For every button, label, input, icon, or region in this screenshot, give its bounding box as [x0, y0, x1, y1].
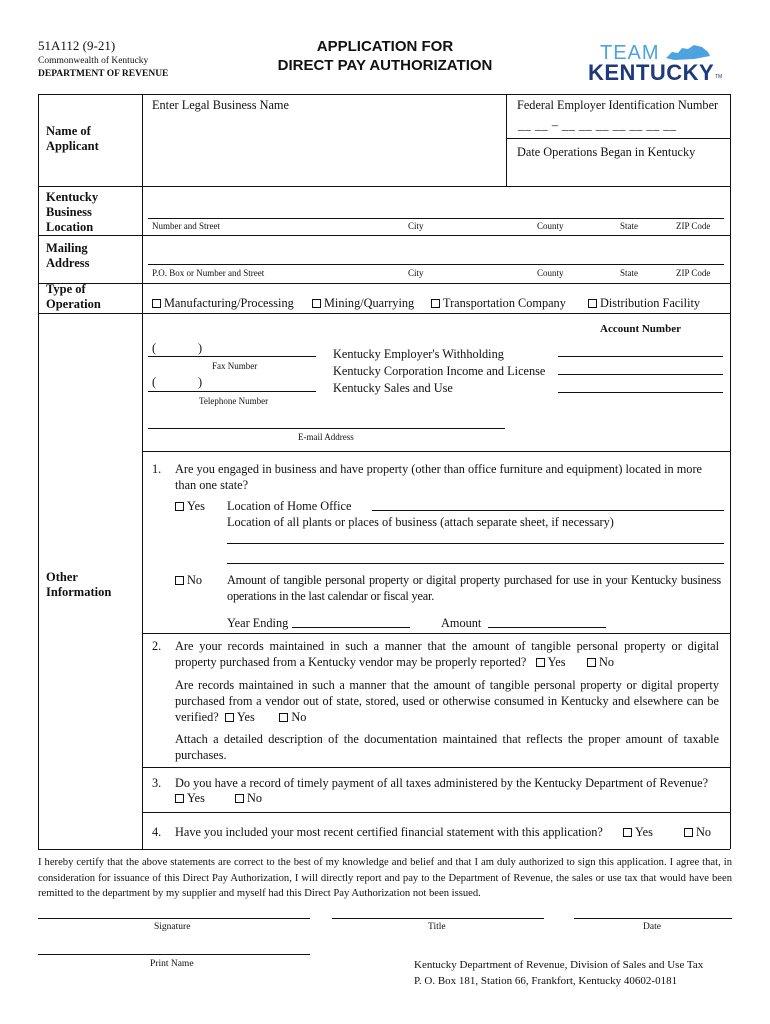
- fax-paren-open: (: [152, 341, 157, 355]
- checkbox[interactable]: [588, 299, 597, 308]
- print-name-label: Print Name: [150, 959, 194, 969]
- op-manufacturing-option[interactable]: Manufacturing/Processing: [152, 295, 294, 311]
- checkbox[interactable]: [623, 828, 632, 837]
- op-mining-option[interactable]: Mining/Quarrying: [312, 295, 414, 311]
- location-street-label: Number and Street: [152, 221, 220, 231]
- commonwealth-label: Commonwealth of Kentucky: [38, 56, 149, 66]
- email-label: E-mail Address: [298, 432, 354, 442]
- fax-number-label: Fax Number: [212, 361, 258, 371]
- mailing-street-label: P.O. Box or Number and Street: [152, 268, 265, 278]
- checkbox[interactable]: [279, 713, 288, 722]
- date-operations-label: Date Operations Began in Kentucky: [517, 145, 696, 159]
- name-of-applicant-label: Name of Applicant: [46, 124, 99, 153]
- address-line-1: Kentucky Department of Revenue, Division of Sales and Use Tax: [414, 959, 704, 971]
- signature-input[interactable]: [38, 900, 310, 918]
- other-information-label: Other Information: [46, 570, 112, 599]
- q1-amount-text: Amount of tangible personal property or digital property purchased for use in your Kentucky business operations in the last calendar or fiscal year.: [227, 573, 721, 603]
- fax-paren-close: ): [198, 341, 203, 355]
- year-ending-input[interactable]: [292, 612, 410, 627]
- q1-yes-option[interactable]: Yes: [175, 498, 205, 514]
- certification-text: I hereby certify that the above statements are correct to the best of my knowledge and belief and that I am duly authorized to sign this application. I agree that, in consideration for issuance of this Direct Pay Authorization, I will directly report and pay to the Department of Revenue, the sales or use tax that would have been remitted to the department by my supplier and myself had this Direct Pay Authorization not been issued.: [38, 857, 732, 899]
- checkbox[interactable]: [175, 794, 184, 803]
- corporation-label: Kentucky Corporation Income and License: [333, 364, 546, 378]
- q2b-text: Are records maintained in such a manner that the amount of tangible personal property or digital property purchased from a vendor out of state, stored, used or otherwise consumed in Kentucky and elsewhere can be verified?: [175, 678, 719, 724]
- form-number: 51A112 (9-21): [38, 38, 116, 53]
- email-input[interactable]: [148, 410, 505, 428]
- department-label: DEPARTMENT OF REVENUE: [38, 69, 169, 79]
- title-input[interactable]: [332, 900, 544, 918]
- q2c-text: Attach a detailed description of the documentation maintained that reflects the proper amount of taxable purchases.: [175, 732, 719, 762]
- telephone-input[interactable]: [148, 373, 316, 391]
- q2b-no-option[interactable]: No: [279, 710, 306, 724]
- corporation-account-input[interactable]: [558, 358, 723, 374]
- business-name-input[interactable]: [143, 114, 505, 185]
- business-location-input[interactable]: [148, 196, 724, 218]
- q2b-question: [175, 677, 719, 725]
- q1-text: Are you engaged in business and have property (other than office furniture and equipment) located in more than one state?: [175, 462, 702, 492]
- print-name-input[interactable]: [38, 936, 310, 954]
- sales-use-account-input[interactable]: [558, 376, 723, 392]
- type-of-operation-label: Type of Operation: [46, 282, 101, 311]
- q2-text: Are your records maintained in such a manner that the amount of tangible personal property or digital property purchased from a Kentucky vendor may be properly reported?: [175, 639, 719, 669]
- checkbox[interactable]: [536, 658, 545, 667]
- plants-label: Location of all plants or places of business (attach separate sheet, if necessary): [227, 515, 614, 529]
- q1-number: 1.: [152, 462, 162, 476]
- location-city-label: City: [408, 221, 424, 231]
- address-line-2: P. O. Box 181, Station 66, Frankfort, Kentucky 40602-0181: [414, 975, 678, 987]
- logo-team-text: TEAM: [600, 42, 660, 64]
- mailing-zip-label: ZIP Code: [676, 268, 711, 278]
- fein-label: Federal Employer Identification Number: [517, 98, 719, 112]
- checkbox[interactable]: [175, 502, 184, 511]
- page-title: [250, 37, 520, 75]
- mailing-address-label: Mailing Address: [46, 241, 90, 270]
- op-transportation-option[interactable]: Transportation Company: [431, 295, 566, 311]
- checkbox[interactable]: [235, 794, 244, 803]
- date-label: Date: [643, 922, 661, 932]
- mailing-state-label: State: [620, 268, 638, 278]
- team-kentucky-logo: [588, 42, 728, 86]
- mailing-county-label: County: [537, 268, 564, 278]
- location-zip-label: ZIP Code: [676, 221, 711, 231]
- logo-kentucky-text: KENTUCKY: [588, 60, 715, 85]
- phone-paren-open: (: [152, 375, 157, 389]
- location-state-label: State: [620, 221, 638, 231]
- business-name-label: Enter Legal Business Name: [152, 98, 289, 112]
- phone-paren-close: ): [198, 375, 203, 389]
- amount-label: Amount: [441, 616, 482, 630]
- q4-no-option[interactable]: No: [684, 824, 711, 840]
- q3-no-option[interactable]: No: [235, 790, 262, 806]
- sales-use-label: Kentucky Sales and Use: [333, 381, 453, 395]
- q2-question: [175, 638, 719, 670]
- q4-yes-option[interactable]: Yes: [623, 824, 653, 840]
- checkbox[interactable]: [312, 299, 321, 308]
- q3-yes-option[interactable]: Yes: [175, 790, 205, 806]
- op-distribution-option[interactable]: Distribution Facility: [588, 295, 700, 311]
- logo-tm: TM: [715, 74, 723, 80]
- plants-input[interactable]: [227, 530, 724, 563]
- account-number-label: Account Number: [600, 323, 681, 335]
- q2b-yes-option[interactable]: Yes: [225, 710, 255, 724]
- home-office-label: Location of Home Office: [227, 499, 352, 513]
- q4-number: 4.: [152, 825, 162, 839]
- mailing-city-label: City: [408, 268, 424, 278]
- fax-number-input[interactable]: [148, 338, 316, 356]
- location-county-label: County: [537, 221, 564, 231]
- checkbox[interactable]: [152, 299, 161, 308]
- title-label: Title: [428, 922, 446, 932]
- q3-text: Do you have a record of timely payment of all taxes administered by the Kentucky Department of Revenue?: [175, 776, 709, 790]
- q2-number: 2.: [152, 639, 162, 653]
- checkbox[interactable]: [225, 713, 234, 722]
- business-location-label: Kentucky Business Location: [46, 190, 99, 234]
- title-line-2: DIRECT PAY AUTHORIZATION: [277, 57, 493, 74]
- checkbox[interactable]: [587, 658, 596, 667]
- checkbox[interactable]: [431, 299, 440, 308]
- q4-text: Have you included your most recent certified financial statement with this application?: [175, 825, 603, 839]
- year-ending-label: Year Ending: [227, 616, 289, 630]
- withholding-account-input[interactable]: [558, 340, 723, 356]
- q1-no-option[interactable]: No: [175, 572, 202, 588]
- checkbox[interactable]: [684, 828, 693, 837]
- home-office-input[interactable]: [372, 495, 724, 510]
- fein-input[interactable]: __ __ – __ __ __ __ __ __ __: [518, 118, 677, 132]
- title-line-1: APPLICATION FOR: [316, 38, 454, 55]
- q2-no-option[interactable]: No: [587, 655, 614, 669]
- date-input[interactable]: [574, 900, 732, 918]
- q2-yes-option[interactable]: Yes: [536, 655, 566, 669]
- withholding-label: Kentucky Employer's Withholding: [333, 347, 504, 361]
- signature-label: Signature: [154, 922, 191, 932]
- q3-number: 3.: [152, 776, 162, 790]
- amount-input[interactable]: [488, 612, 606, 627]
- mailing-address-input[interactable]: [148, 242, 724, 264]
- telephone-label: Telephone Number: [199, 396, 269, 406]
- mailing-instructions: [414, 957, 703, 989]
- checkbox[interactable]: [175, 576, 184, 585]
